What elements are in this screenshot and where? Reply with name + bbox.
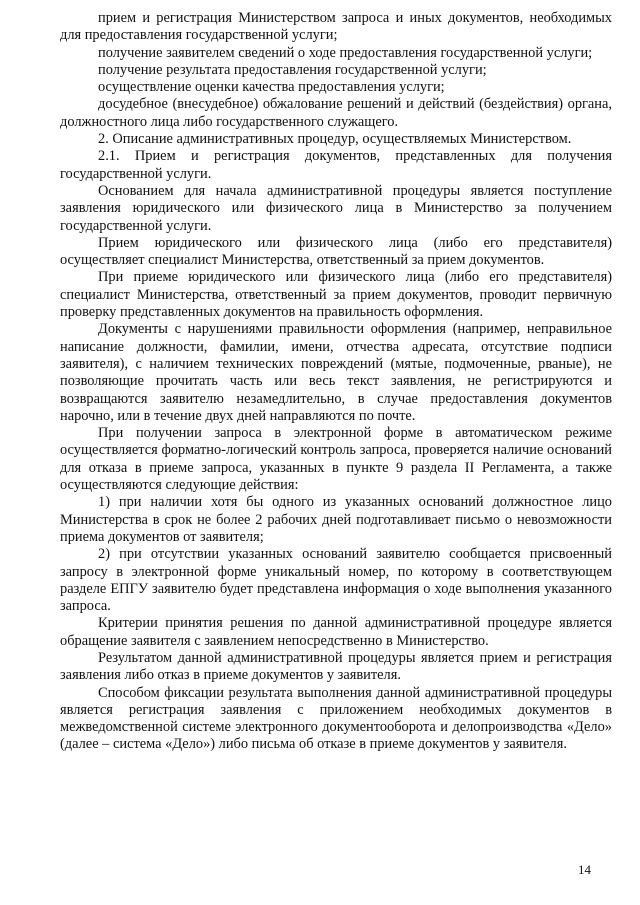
paragraph-3: получение результата предоставления государственной услуги; bbox=[98, 61, 487, 78]
list-item-1: 1) при наличии хотя бы одного из указанных оснований должностное лицо Министерства в срок не более 2 рабочих дней подготавливает письмо о невозможности приема документов от заявителя; bbox=[60, 494, 612, 545]
list-item-2: 2) при отсутствии указанных оснований заявителю сообщается присвоенный запросу в электронной форме уникальный номер, по которому в соответствующем разделе ЕПГУ заявителю будет представлена информация о ходе выполнения указанного запроса. bbox=[60, 546, 612, 615]
subsection-heading-2-1: 2.1. Прием и регистрация документов, представленных для получения государственной услуги. bbox=[60, 148, 612, 182]
paragraph-15: Критерии принятия решения по данной административной процедуре является обращение заявителя с заявлением непосредственно в Министерство. bbox=[60, 615, 612, 649]
paragraph-4: осуществление оценки качества предоставления услуги; bbox=[98, 79, 445, 96]
paragraph-2: получение заявителем сведений о ходе предоставления государственной услуги; bbox=[98, 44, 593, 61]
section-heading-2: 2. Описание административных процедур, осуществляемых Министерством. bbox=[98, 131, 572, 148]
paragraph-8: Основанием для начала административной процедуры является поступление заявления юридического или физического лица в Министерство за получением государственной услуги. bbox=[60, 182, 612, 234]
paragraph-12: При получении запроса в электронной форме в автоматическом режиме осуществляется форматно-логический контроль запроса, проверяется наличие оснований для отказа в приеме запроса, указанных в пункте 9 раздела II Регламента, а также осуществляются следующие действия: bbox=[60, 425, 612, 494]
paragraph-17: Способом фиксации результата выполнения данной административной процедуры является регистрация заявления с приложением необходимых документов в межведомственной системе электронного документооборота и делопроизводства «Дело» (далее – система «Дело») либо письма об отказе в приеме документов у заявителя. bbox=[60, 684, 612, 753]
page-number: 14 bbox=[578, 862, 591, 877]
paragraph-9: Прием юридического или физического лица (либо его представителя) осуществляет специалист Министерства, ответственный за прием документов. bbox=[60, 234, 612, 269]
paragraph-11: Документы с нарушениями правильности оформления (например, неправильное написание должности, фамилии, имени, отчества адресата, отсутствие подписи заявителя), с наличием технических повреждений (мятые, подмоченные, рваные), не позволяющие прочитать часть или весь текст заявления, не регистрируются и возвращаются заявителю незамедлительно, в случае предоставления документов нарочно, или в течение двух дней направляются по почте. bbox=[60, 321, 612, 424]
document-body bbox=[60, 10, 612, 754]
paragraph-5: досудебное (внесудебное) обжалование решений и действий (бездействия) органа, должностного лица либо государственного служащего. bbox=[60, 96, 612, 130]
paragraph-1: прием и регистрация Министерством запроса и иных документов, необходимых для предоставления государственной услуги; bbox=[60, 10, 612, 44]
paragraph-16: Результатом данной административной процедуры является прием и регистрация заявления либо отказ в приеме документов у заявителя. bbox=[60, 649, 612, 684]
paragraph-10: При приеме юридического или физического лица (либо его представителя) специалист Министерства, ответственный за прием документов, проводит первичную проверку представленных документов на правильность оформления. bbox=[60, 269, 612, 321]
